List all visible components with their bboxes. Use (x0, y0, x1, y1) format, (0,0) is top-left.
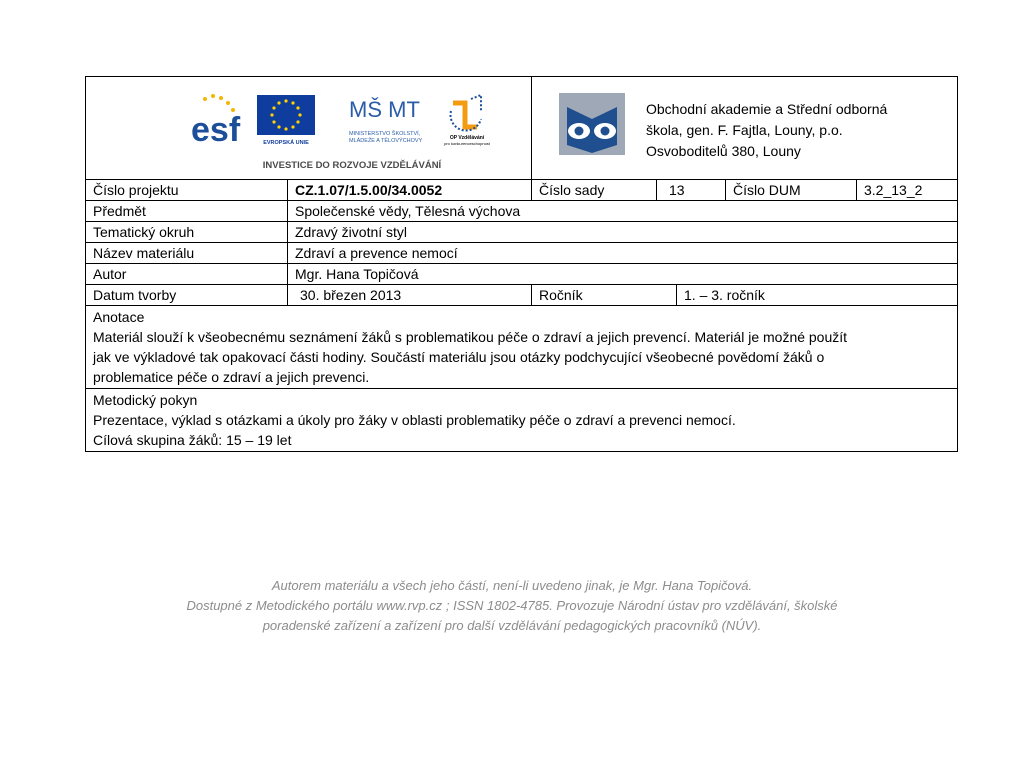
datum-tvorby-label: Datum tvorby (86, 285, 288, 306)
funding-logos-cell (86, 77, 532, 180)
cislo-projektu-label: Číslo projektu (86, 180, 288, 201)
footer-line: Autorem materiálu a všech jeho částí, není-li uvedeno jinak, je Mgr. Hana Topičová. (271, 578, 753, 593)
eu-flag-logo (257, 95, 315, 146)
anotace-line: problematice péče o zdraví a jejich prevenci. (93, 369, 370, 385)
rocnik-label: Ročník (532, 285, 677, 306)
msmt-caption-2: MLÁDEŽE A TĚLOVÝCHOVY (349, 138, 423, 144)
predmet-row (86, 201, 958, 222)
autor-value: Mgr. Hana Topičová (288, 264, 958, 285)
anotace-label: Anotace (93, 309, 145, 325)
footer-line: Dostupné z Metodického portálu www.rvp.cz ; ISSN 1802-4785. Provozuje Národní ústav pro vzdělávání, školské (186, 598, 838, 613)
school-eyes-logo (559, 93, 625, 159)
investment-tagline: INVESTICE DO ROZVOJE VZDĚLÁVÁNÍ (262, 160, 442, 171)
esf-text: esf (191, 111, 241, 149)
anotace-cell (86, 306, 958, 389)
nazev-materialu-value: Zdraví a prevence nemocí (288, 243, 958, 264)
datum-row (86, 285, 958, 306)
op-caption-2: pro konkurenceschopnost (444, 141, 490, 146)
cislo-dum-label: Číslo DUM (726, 180, 857, 201)
school-line: Obchodní akademie a Střední odborná (646, 101, 888, 117)
project-row (86, 180, 958, 201)
metodicky-pokyn-row (86, 389, 958, 452)
msmt-text: MŠ MT (349, 97, 420, 122)
op-vk-logo (444, 95, 491, 146)
anotace-line: jak ve výkladové tak opakovací části hodiny. Součástí materiálu jsou otázky podchycující všeobecné povědomí žáků o (93, 349, 825, 365)
esf-logo (191, 93, 251, 149)
rocnik-value: 1. – 3. ročník (677, 285, 958, 306)
funding-logos (191, 91, 513, 173)
metodicky-pokyn-label: Metodický pokyn (93, 392, 198, 408)
msmt-caption-1: MINISTERSTVO ŠKOLSTVÍ, (349, 131, 421, 137)
cislo-projektu-value: CZ.1.07/1.5.00/34.0052 (288, 180, 532, 201)
tematicky-okruh-row (86, 222, 958, 243)
copyright-footer (100, 576, 924, 636)
dum-info-table (85, 76, 958, 452)
cislo-sady-label: Číslo sady (532, 180, 657, 201)
tematicky-okruh-label: Tematický okruh (86, 222, 288, 243)
metodicky-pokyn-cell (86, 389, 958, 452)
footer-line: poradenské zařízení a zařízení pro další vzdělávání pedagogických pracovníků (NÚV). (262, 618, 762, 633)
school-line: škola, gen. F. Fajtla, Louny, p.o. (646, 122, 843, 138)
autor-label: Autor (86, 264, 288, 285)
school-info-cell (532, 77, 958, 180)
autor-row (86, 264, 958, 285)
metodicky-pokyn-line: Cílová skupina žáků: 15 – 19 let (93, 432, 292, 448)
anotace-row (86, 306, 958, 389)
school-line: Osvoboditelů 380, Louny (646, 143, 801, 159)
tematicky-okruh-value: Zdravý životní styl (288, 222, 958, 243)
nazev-materialu-row (86, 243, 958, 264)
school-address (646, 99, 936, 162)
nazev-materialu-label: Název materiálu (86, 243, 288, 264)
metodicky-pokyn-line: Prezentace, výklad s otázkami a úkoly pro žáky v oblasti problematiky péče o zdraví a prevenci nemocí. (93, 412, 736, 428)
predmet-label: Předmět (86, 201, 288, 222)
datum-tvorby-value: 30. březen 2013 (288, 285, 532, 306)
anotace-line: Materiál slouží k všeobecnému seznámení žáků s problematikou péče o zdraví a jejich prevencí. Materiál je možné použít (93, 329, 848, 345)
predmet-value: Společenské vědy, Tělesná výchova (288, 201, 958, 222)
cislo-dum-value: 3.2_13_2 (857, 180, 958, 201)
msmt-logo (349, 97, 423, 144)
op-caption-1: OP Vzdělávání (449, 135, 485, 141)
cislo-sady-value: 13 (657, 180, 726, 201)
header-row (86, 77, 958, 180)
eu-label: EVROPSKÁ UNIE (263, 140, 309, 146)
